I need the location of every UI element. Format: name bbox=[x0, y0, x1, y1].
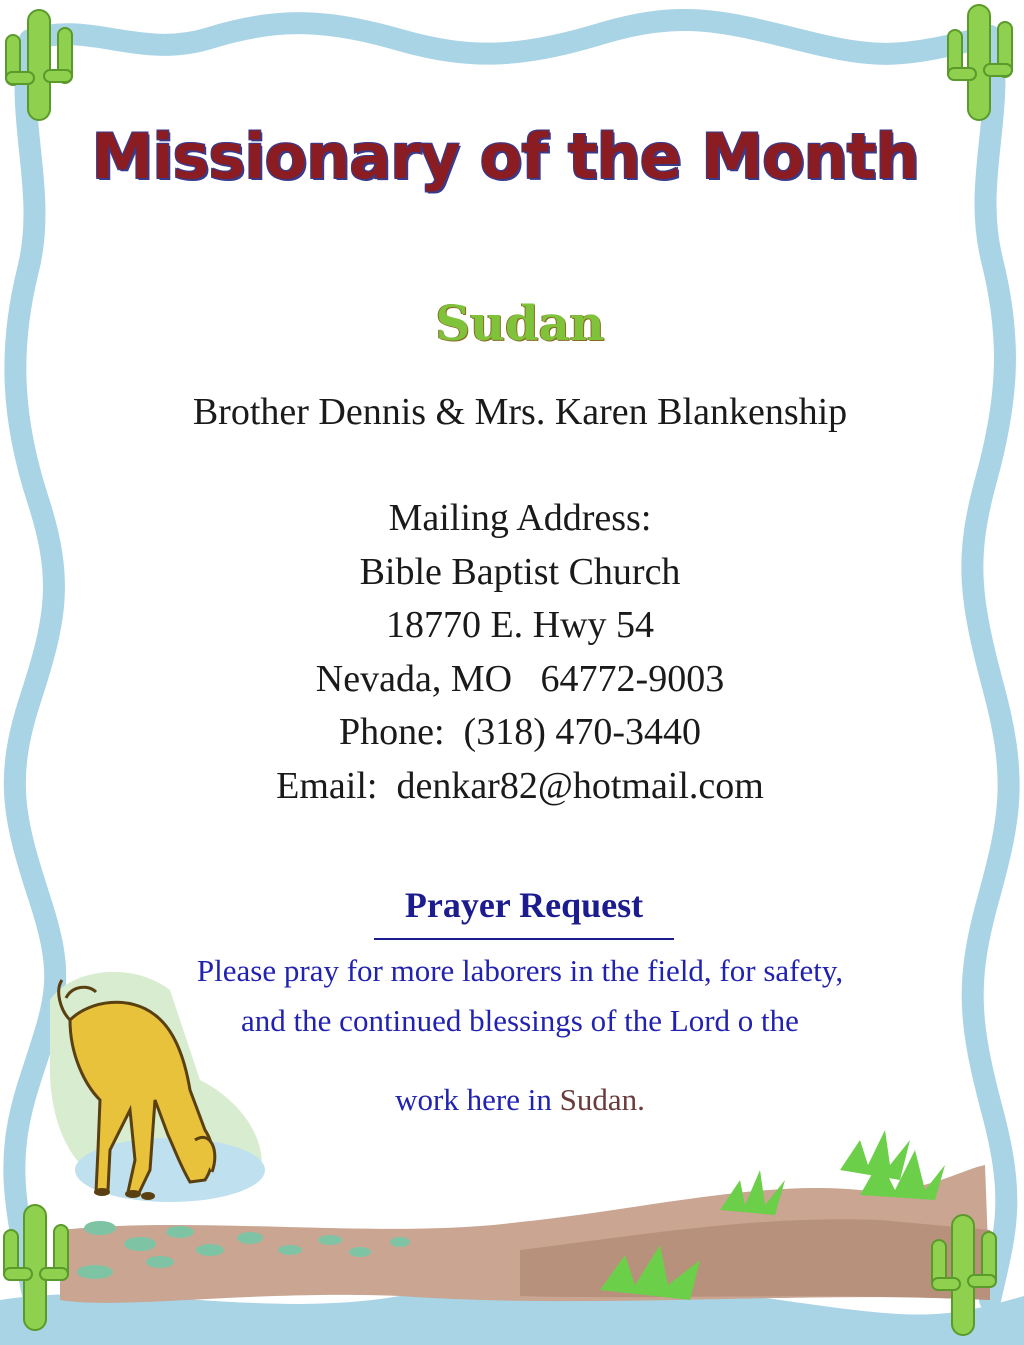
email-address: Email: denkar82@hotmail.com bbox=[276, 764, 764, 807]
street-address: 18770 E. Hwy 54 bbox=[385, 604, 655, 646]
prayer-heading-underline bbox=[374, 938, 674, 940]
country-heading: Sudan bbox=[435, 296, 605, 352]
prayer-text-line-3 bbox=[0, 1082, 1024, 1118]
prayer-text-line-1: Please pray for more laborers in the field, for safety, bbox=[196, 953, 844, 988]
prayer-text-line-3-end: Sudan. bbox=[559, 1082, 645, 1117]
prayer-text-line-2: and the continued blessings of the Lord o the bbox=[241, 1003, 799, 1038]
prayer-request-heading: Prayer Request bbox=[404, 885, 644, 925]
mailing-address-label: Mailing Address: bbox=[388, 497, 652, 539]
city-state-zip: Nevada, MO 64772-9003 bbox=[315, 657, 725, 700]
page-title: Missionary of the Month bbox=[91, 120, 919, 193]
phone-number: Phone: (318) 470-3440 bbox=[338, 711, 702, 753]
mailing-address-block bbox=[0, 492, 1024, 813]
missionary-names: Brother Dennis & Mrs. Karen Blankenship bbox=[192, 391, 848, 433]
prayer-text-line-3-start: work here in bbox=[395, 1082, 560, 1117]
church-name: Bible Baptist Church bbox=[359, 550, 681, 593]
